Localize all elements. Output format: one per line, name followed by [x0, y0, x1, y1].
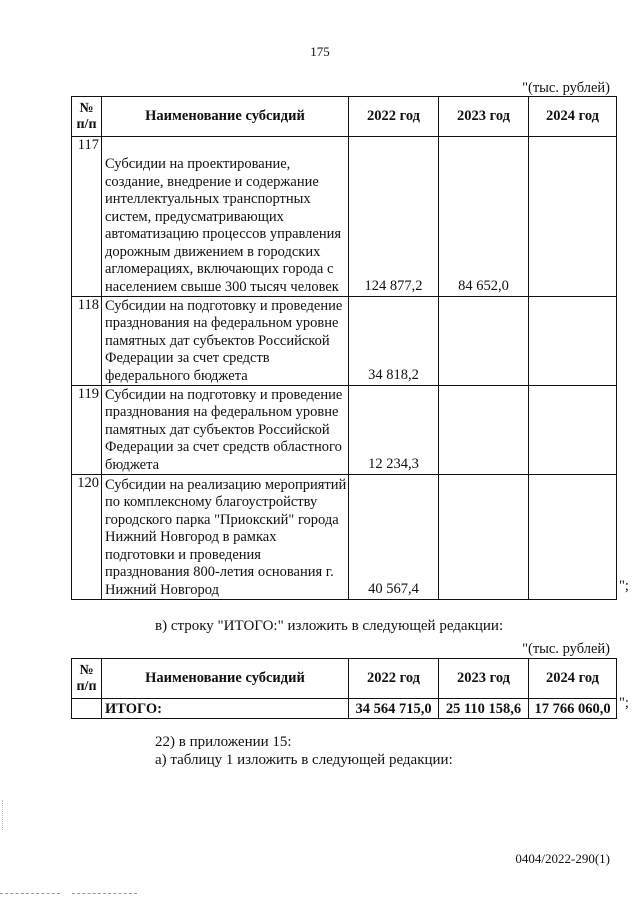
header-name: Наименование субсидий	[102, 97, 349, 137]
table-header-row	[72, 97, 617, 137]
row-value-2022: 40 567,4	[349, 475, 439, 600]
header-name: Наименование субсидий	[102, 659, 349, 699]
subsidies-table	[71, 96, 617, 600]
row-name: Субсидии на подготовку и проведение празднования на федеральном уровне памятных дат субъектов Российской Федерации за счет средств федерального бюджета	[102, 297, 349, 386]
total-label: ИТОГО:	[102, 699, 349, 719]
paragraph-a: а) таблицу 1 изложить в следующей редакции:	[155, 752, 453, 768]
row-name: Субсидии на проектирование, создание, внедрение и содержание интеллектуальных транспортных систем, предусматривающих автоматизацию процессов управления дорожным движением в городских агломерациях, включающих города с населением свыше 300 тысяч человек	[102, 137, 349, 297]
table-header-row	[72, 659, 617, 699]
page-number: 175	[310, 44, 330, 59]
total-2023: 25 110 158,6	[439, 699, 529, 719]
header-2024: 2024 год	[529, 659, 617, 699]
table-row	[72, 297, 617, 386]
total-2022: 34 564 715,0	[349, 699, 439, 719]
paragraph-22: 22) в приложении 15:	[155, 734, 292, 750]
total-row-number	[72, 699, 102, 719]
total-row	[72, 699, 617, 719]
total-table	[71, 658, 617, 719]
table-row	[72, 386, 617, 475]
total-2024: 17 766 060,0	[529, 699, 617, 719]
table-row	[72, 137, 617, 297]
document-code: 0404/2022-290(1)	[515, 851, 610, 866]
header-2023: 2023 год	[439, 97, 529, 137]
header-2023: 2023 год	[439, 659, 529, 699]
header-number: № п/п	[72, 659, 102, 699]
table-row	[72, 475, 617, 600]
footer-divider	[72, 893, 137, 894]
unit-note-2: "(тыс. рублей)	[522, 641, 610, 657]
row-value-2023	[439, 475, 529, 600]
row-number: 119	[72, 386, 102, 475]
header-number: № п/п	[72, 97, 102, 137]
row-value-2024	[529, 386, 617, 475]
row-value-2022: 124 877,2	[349, 137, 439, 297]
row-value-2024	[529, 475, 617, 600]
header-2022: 2022 год	[349, 97, 439, 137]
row-value-2023	[439, 386, 529, 475]
row-value-2024	[529, 137, 617, 297]
row-number: 120	[72, 475, 102, 600]
paragraph-v: в) строку "ИТОГО:" изложить в следующей редакции:	[155, 618, 504, 634]
footer-divider	[0, 893, 60, 894]
row-name: Субсидии на реализацию мероприятий по комплексному благоустройству городского парка "Приокский" города Нижний Новгород в рамках подготовки и проведения празднования 800-летия основания г. Нижний Новгород	[102, 475, 349, 600]
row-value-2022: 34 818,2	[349, 297, 439, 386]
scan-edge-mark	[2, 800, 4, 830]
header-2024: 2024 год	[529, 97, 617, 137]
row-number: 118	[72, 297, 102, 386]
row-value-2022: 12 234,3	[349, 386, 439, 475]
total-closing-quote: ";	[619, 695, 629, 711]
table-closing-quote: ";	[619, 578, 629, 594]
row-number: 117	[72, 137, 102, 297]
row-name: Субсидии на подготовку и проведение празднования на федеральном уровне памятных дат субъектов Российской Федерации за счет средств областного бюджета	[102, 386, 349, 475]
row-value-2023: 84 652,0	[439, 137, 529, 297]
header-2022: 2022 год	[349, 659, 439, 699]
unit-note: "(тыс. рублей)	[522, 80, 610, 96]
row-value-2024	[529, 297, 617, 386]
row-value-2023	[439, 297, 529, 386]
